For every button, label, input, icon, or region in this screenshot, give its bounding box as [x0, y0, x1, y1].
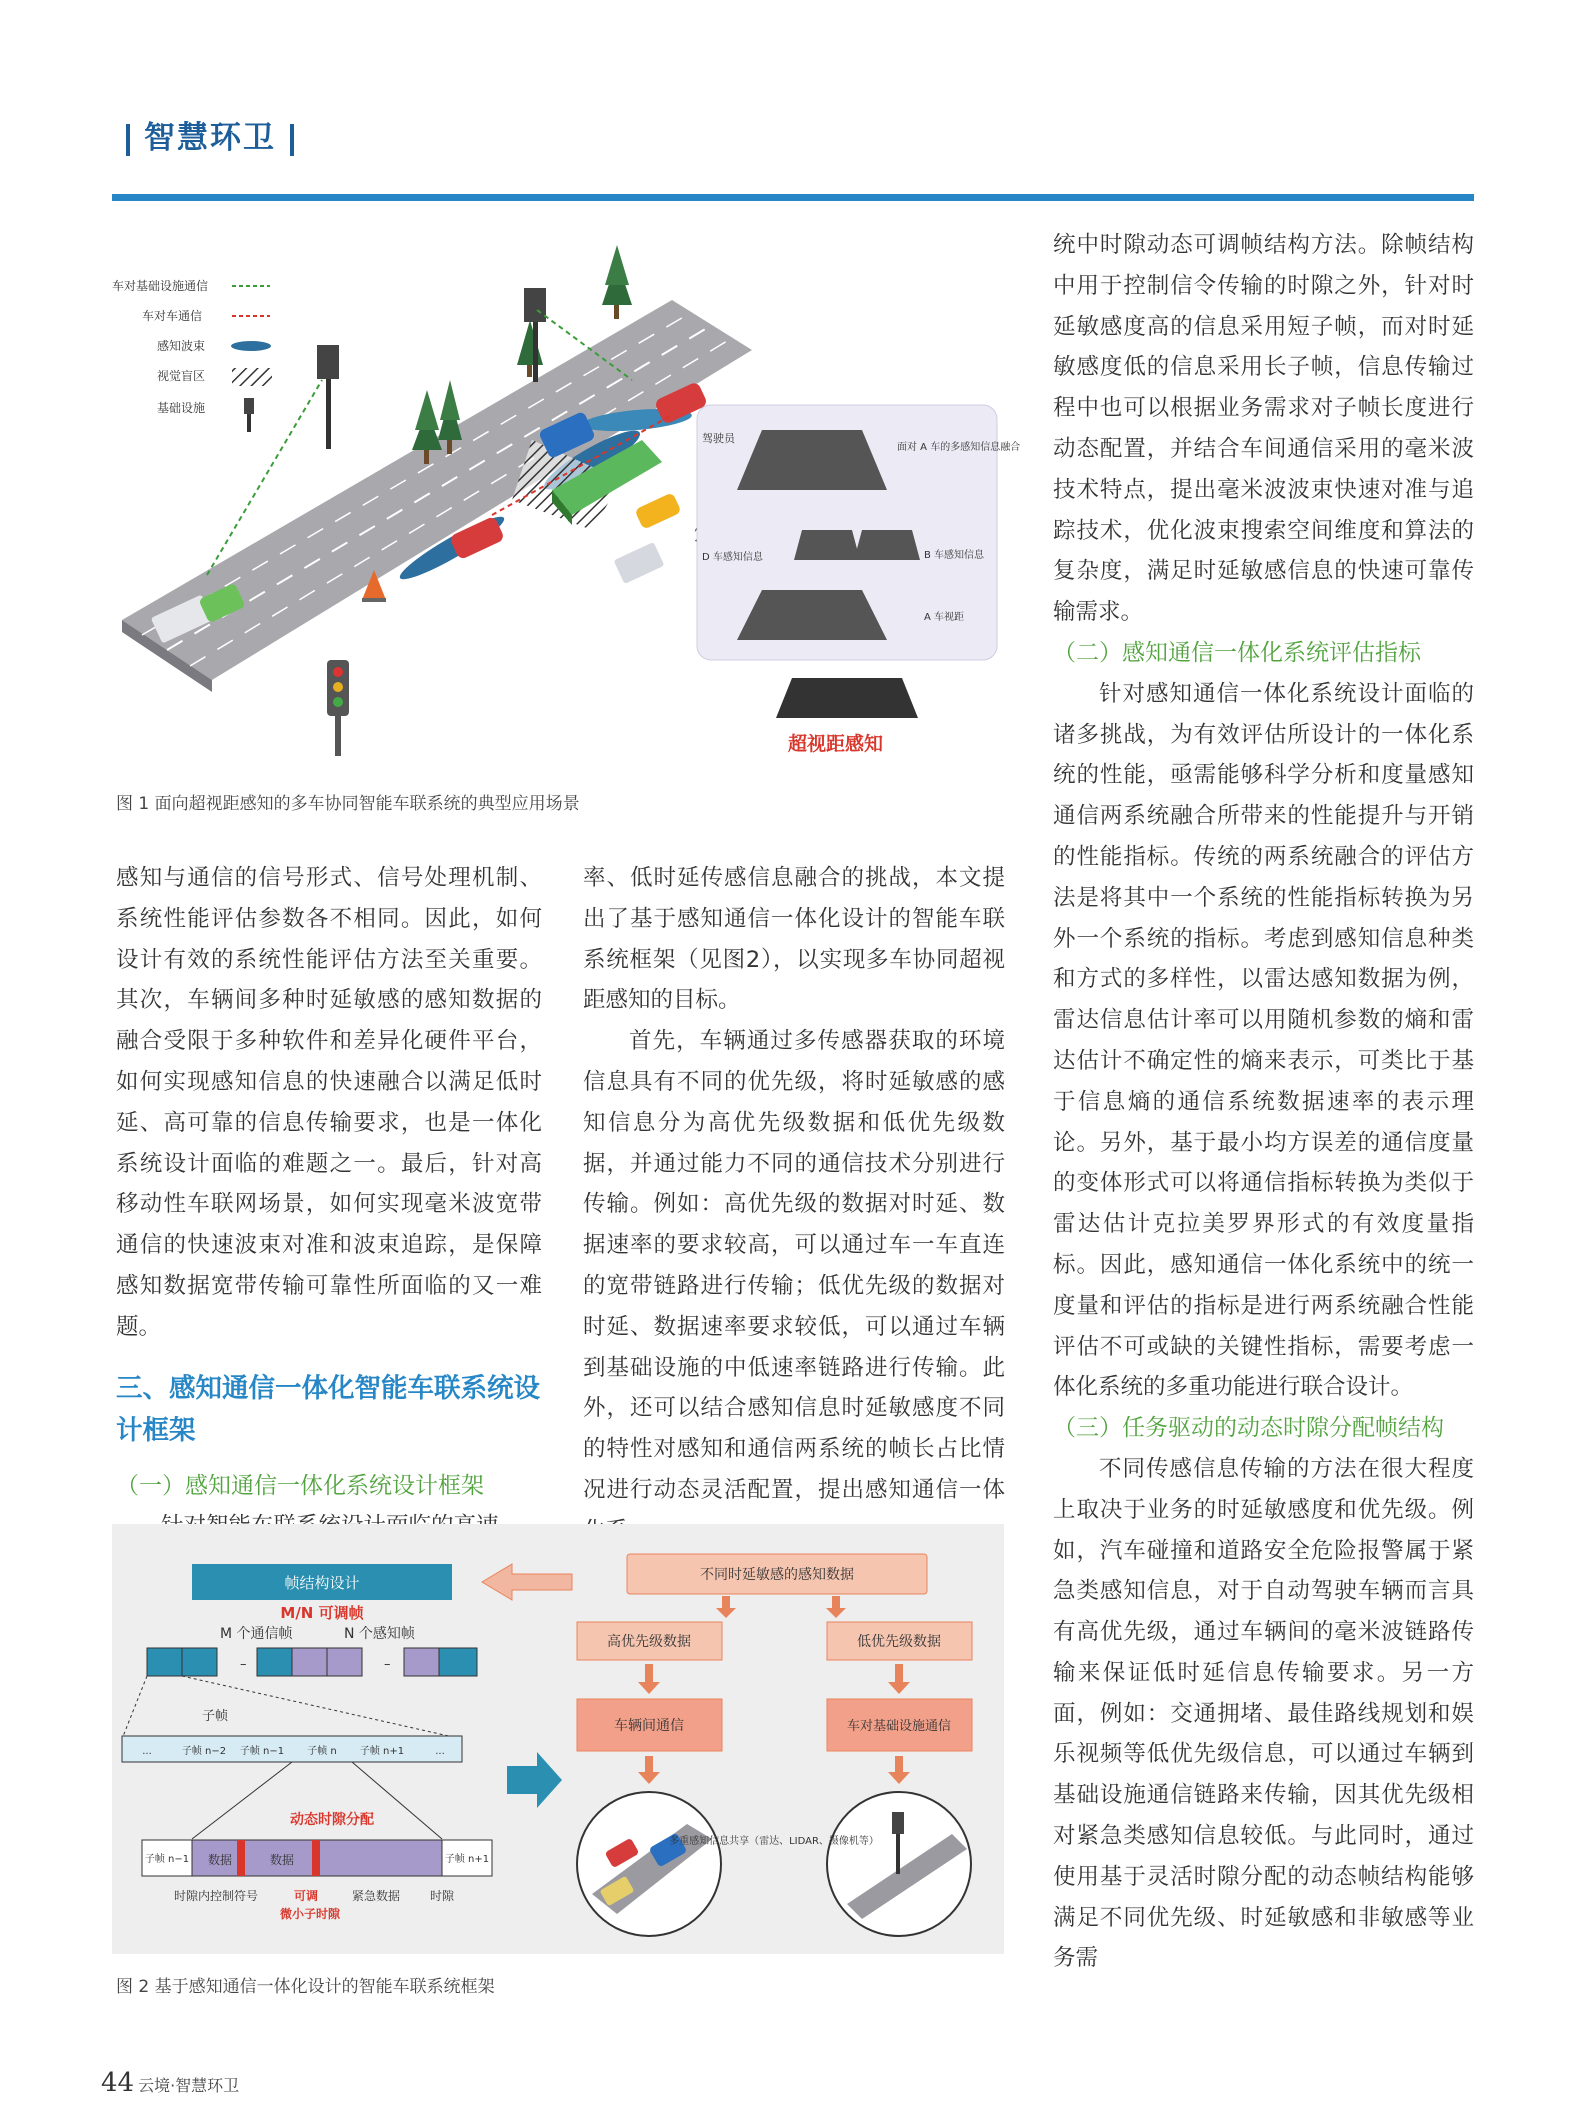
subheading-1-text: （一）感知通信一体化系统设计框架 — [116, 1472, 484, 1499]
legend-label: 车对基础设施通信 — [112, 279, 209, 293]
subframe-cell: ... — [142, 1746, 152, 1757]
right-paragraph-2-text: 针对感知通信一体化系统设计面临的诸多挑战，为有效评估所设计的一体化系统的性能，亟需能够科学分析和度量感知通信两系统融合所带来的性能提升与开销的性能指标。传统的两系统融合的评估方法是将其中一个系统的性能指标转换为另外一个系统的指标。考虑到感知信息种类和方式的多样性，以雷达感知数据为例，雷达信息估计率可以用随机参数的熵和雷达估计不确定性的熵来表示，可类比于基于信息熵的通信系统数据速率的表示理论。另外，基于最小均方误差的通信度量的变体形式可以将通信指标转换为类似于雷达估计克拉美罗界形式的有效度量指标。因此，感知通信一体化系统中的统一度量和评估的指标是进行两系统融合性能评估不可或缺的关键性指标，需要考虑一体化系统的多重功能进行联合设计。 — [1053, 680, 1474, 1401]
roadside-unit-icon — [317, 345, 339, 449]
figure-1-caption: 图 1 面向超视距感知的多车协同智能车联系统的典型应用场景 — [116, 794, 580, 814]
mid-paragraph-2-text: 首先，车辆通过多传感器获取的环境信息具有不同的优先级，将时延敏感的感知信息分为高优先级数据和低优先级数据，并通过能力不同的通信技术分别进行传输。例如：高优先级的数据对时延、数据速率的要求较高，可以通过车一车直连的宽带链路进行传输；低优先级的数据对时延、数据速率要求较低，可以通过车辆到基础设施的中低速率链路进行传输。此外，还可以结合感知信息时延敏感度不同的特性对感知和通信两系统的帧长占比情况进行动态灵活配置，提出感知通信一体 — [583, 1028, 1005, 1503]
zoom-line — [192, 1762, 292, 1839]
subframe-cell: 子帧 n−2 — [181, 1746, 227, 1757]
slot-cell: 数据 — [207, 1853, 233, 1867]
subheading-2 — [1053, 633, 1474, 674]
subframe-cell: 子帧 n — [307, 1746, 337, 1757]
figure-1 — [112, 230, 1021, 770]
road-view-b — [854, 530, 920, 560]
figure-2 — [112, 1524, 1004, 1954]
legend — [112, 278, 272, 432]
subheading-1 — [116, 1466, 542, 1507]
right-paragraph-2 — [1053, 674, 1474, 1408]
legend-infra-pole — [247, 414, 251, 432]
legend-infra-swatch — [244, 398, 254, 414]
arrow-down-icon — [638, 1756, 660, 1784]
fusion-label: 面对 A 车的多感知信息融合 — [897, 442, 1021, 453]
slot-cell: 子帧 n−1 — [144, 1854, 190, 1865]
a-view-label: A 车视距 — [924, 612, 965, 623]
subheading-3 — [1053, 1408, 1474, 1449]
slot-cell: 子帧 n+1 — [444, 1854, 490, 1865]
slot-label: 时隙 — [430, 1889, 455, 1903]
share-label: 多重感知信息共享（雷达、LIDAR、摄像机等） — [669, 1836, 879, 1847]
road-view-d — [794, 530, 860, 560]
subframe-sequence — [122, 1736, 462, 1762]
arrow-down-icon — [716, 1596, 736, 1618]
roadside-unit-icon — [892, 1812, 904, 1834]
right-paragraph-1: 统中时隙动态可调帧结构方法。除帧结构中用于控制信令传输的时隙之外，针对时延敏感度高的信息采用短子帧，而对时延敏感度低的信息采用长子帧，信息传输过程中也可以根据业务需求对子帧长度进行动态配置，并结合车间通信采用的毫米波技术特点，提出毫米波波束快速对准与追踪技术，优化波束搜索空间维度和算法的复杂度，满足时延敏感信息的快速可靠传输需求。 — [1053, 232, 1474, 626]
subframe-cell: ... — [435, 1746, 445, 1757]
v2v-label: 车辆间通信 — [614, 1718, 684, 1734]
legend-label: 视觉盲区 — [157, 369, 206, 383]
slot-label: 可调 — [294, 1889, 319, 1903]
arrow-down-icon — [826, 1596, 846, 1618]
subheading-3-text: （三）任务驱动的动态时隙分配帧结构 — [1053, 1415, 1444, 1442]
diff-data-label: 不同时延敏感的感知数据 — [700, 1567, 854, 1583]
dynamic-slot-label: 动态时隙分配 — [290, 1812, 374, 1828]
header-bar-left — [126, 124, 130, 156]
legend-beam-swatch — [231, 341, 271, 351]
figure-2-caption: 图 2 基于感知通信一体化设计的智能车联系统框架 — [116, 1977, 495, 1997]
slot-label: 紧急数据 — [352, 1889, 401, 1903]
frame-sequence — [147, 1648, 477, 1676]
arrow-down-icon — [888, 1664, 910, 1694]
footer-label: 云境·智慧环卫 — [138, 2076, 240, 2095]
frame-design-label: 帧结构设计 — [284, 1574, 360, 1592]
road-view-fused — [737, 430, 887, 490]
bvr-label: 超视距感知 — [788, 733, 884, 755]
arrow-left-icon — [482, 1564, 572, 1600]
arrow-down-icon — [888, 1756, 910, 1784]
roadside-unit-pole — [896, 1834, 900, 1874]
vehicle-truck-icon — [614, 542, 665, 584]
section-3-heading: 三、感知通信一体化智能车联系统设计框架 — [116, 1372, 540, 1446]
traffic-light-icon — [327, 660, 349, 756]
svg-text:–: – — [384, 1657, 391, 1672]
legend-label: 感知波束 — [157, 339, 206, 353]
dashboard-icon — [776, 678, 918, 718]
driver-label: 驾驶员 — [702, 432, 735, 445]
m-comm-label: M 个通信帧 — [220, 1626, 293, 1642]
subframe-cell: 子帧 n+1 — [359, 1746, 405, 1757]
low-priority-label: 低优先级数据 — [857, 1634, 941, 1650]
slot-label: 微小子时隙 — [280, 1907, 341, 1921]
subframe-cell: 子帧 n−1 — [239, 1746, 285, 1757]
svg-text:–: – — [240, 1657, 247, 1672]
right-paragraph-3-text: 不同传感信息传输的方法在很大程度上取决于业务的时延敏感度和优先级。例如，汽车碰撞和道路安全危险报警属于紧急类感知信息，对于自动驾驶车辆而言具有高优先级，通过车辆间的毫米波链路传输来保证低时延信息传输要求。另一方面，例如：交通拥堵、最佳路线规划和娱乐视频等低优先级信息，可以通过车辆到基础设施通信链路来传输，因其优先级相对紧急类感知信息较低。与此同时，通过使用基于灵活时隙分配的动态帧结构能够满足不同优先级、时延敏感和非敏感等业务需 — [1053, 1455, 1474, 1972]
v2i-label: 车对基础设施通信 — [846, 1719, 952, 1734]
zoom-line — [122, 1676, 147, 1739]
d-info-label: D 车感知信息 — [702, 552, 763, 563]
mn-adjustable-label: M/N 可调帧 — [280, 1604, 364, 1622]
legend-label: 车对车通信 — [142, 309, 203, 323]
slot-label: 时隙内控制符号 — [174, 1889, 259, 1903]
middle-column — [583, 858, 1005, 1552]
left-paragraph-1: 感知与通信的信号形式、信号处理机制、系统性能评估参数各不相同。因此，如何设计有效的系统性能评估方法至关重要。其次，车辆间多种时延敏感的感知数据的融合受限于多种软件和差异化硬件平台，如何实现感知信息的快速融合以满足低时延、高可靠的信息传输要求，也是一体化系统设计面临的难题之一。最后，针对高移动性车联网场景，如何实现毫米波宽带通信的快速波束对准和波束追踪，是保障感知数据宽带传输可靠性所面临的又一难题。 — [116, 865, 542, 1340]
slot-sequence — [142, 1840, 492, 1876]
slot-cell: 数据 — [269, 1853, 295, 1867]
road-surface — [122, 300, 752, 680]
header-bar-right — [290, 124, 294, 156]
vehicle-car-icon — [634, 492, 681, 530]
left-column — [116, 858, 542, 1547]
arrow-down-icon — [638, 1664, 660, 1694]
header-rule — [112, 194, 1474, 201]
tree-icon — [517, 320, 543, 377]
legend-blind-swatch — [232, 368, 272, 386]
figure-1-illustration — [112, 230, 1021, 770]
header-title-text: 智慧环卫 — [144, 120, 276, 156]
mid-paragraph-1: 率、低时延传感信息融合的挑战，本文提出了基于感知通信一体化设计的智能车联系统框架（见图2），以实现多车协同超视距感知的目标。 — [583, 865, 1005, 1014]
arrow-right-icon — [507, 1752, 562, 1808]
subheading-2-text: （二）感知通信一体化系统评估指标 — [1053, 639, 1421, 666]
zoom-line — [182, 1676, 462, 1739]
page-number: 44 — [101, 2068, 135, 2098]
b-info-label: B 车感知信息 — [924, 550, 985, 561]
high-priority-label: 高优先级数据 — [607, 1634, 691, 1650]
subframe-label: 子帧 — [202, 1709, 229, 1724]
right-paragraph-3 — [1053, 1449, 1474, 1979]
n-sense-label: N 个感知帧 — [344, 1626, 415, 1642]
mid-paragraph-2 — [583, 1021, 1005, 1551]
right-column — [1053, 225, 1474, 1979]
figure-2-diagram — [112, 1524, 1004, 1954]
fusion-inset — [697, 405, 1020, 755]
legend-label: 基础设施 — [157, 401, 206, 415]
road-view-a — [737, 590, 887, 640]
tree-icon — [602, 245, 632, 319]
page-footer — [101, 2068, 239, 2098]
header-title — [112, 112, 308, 157]
